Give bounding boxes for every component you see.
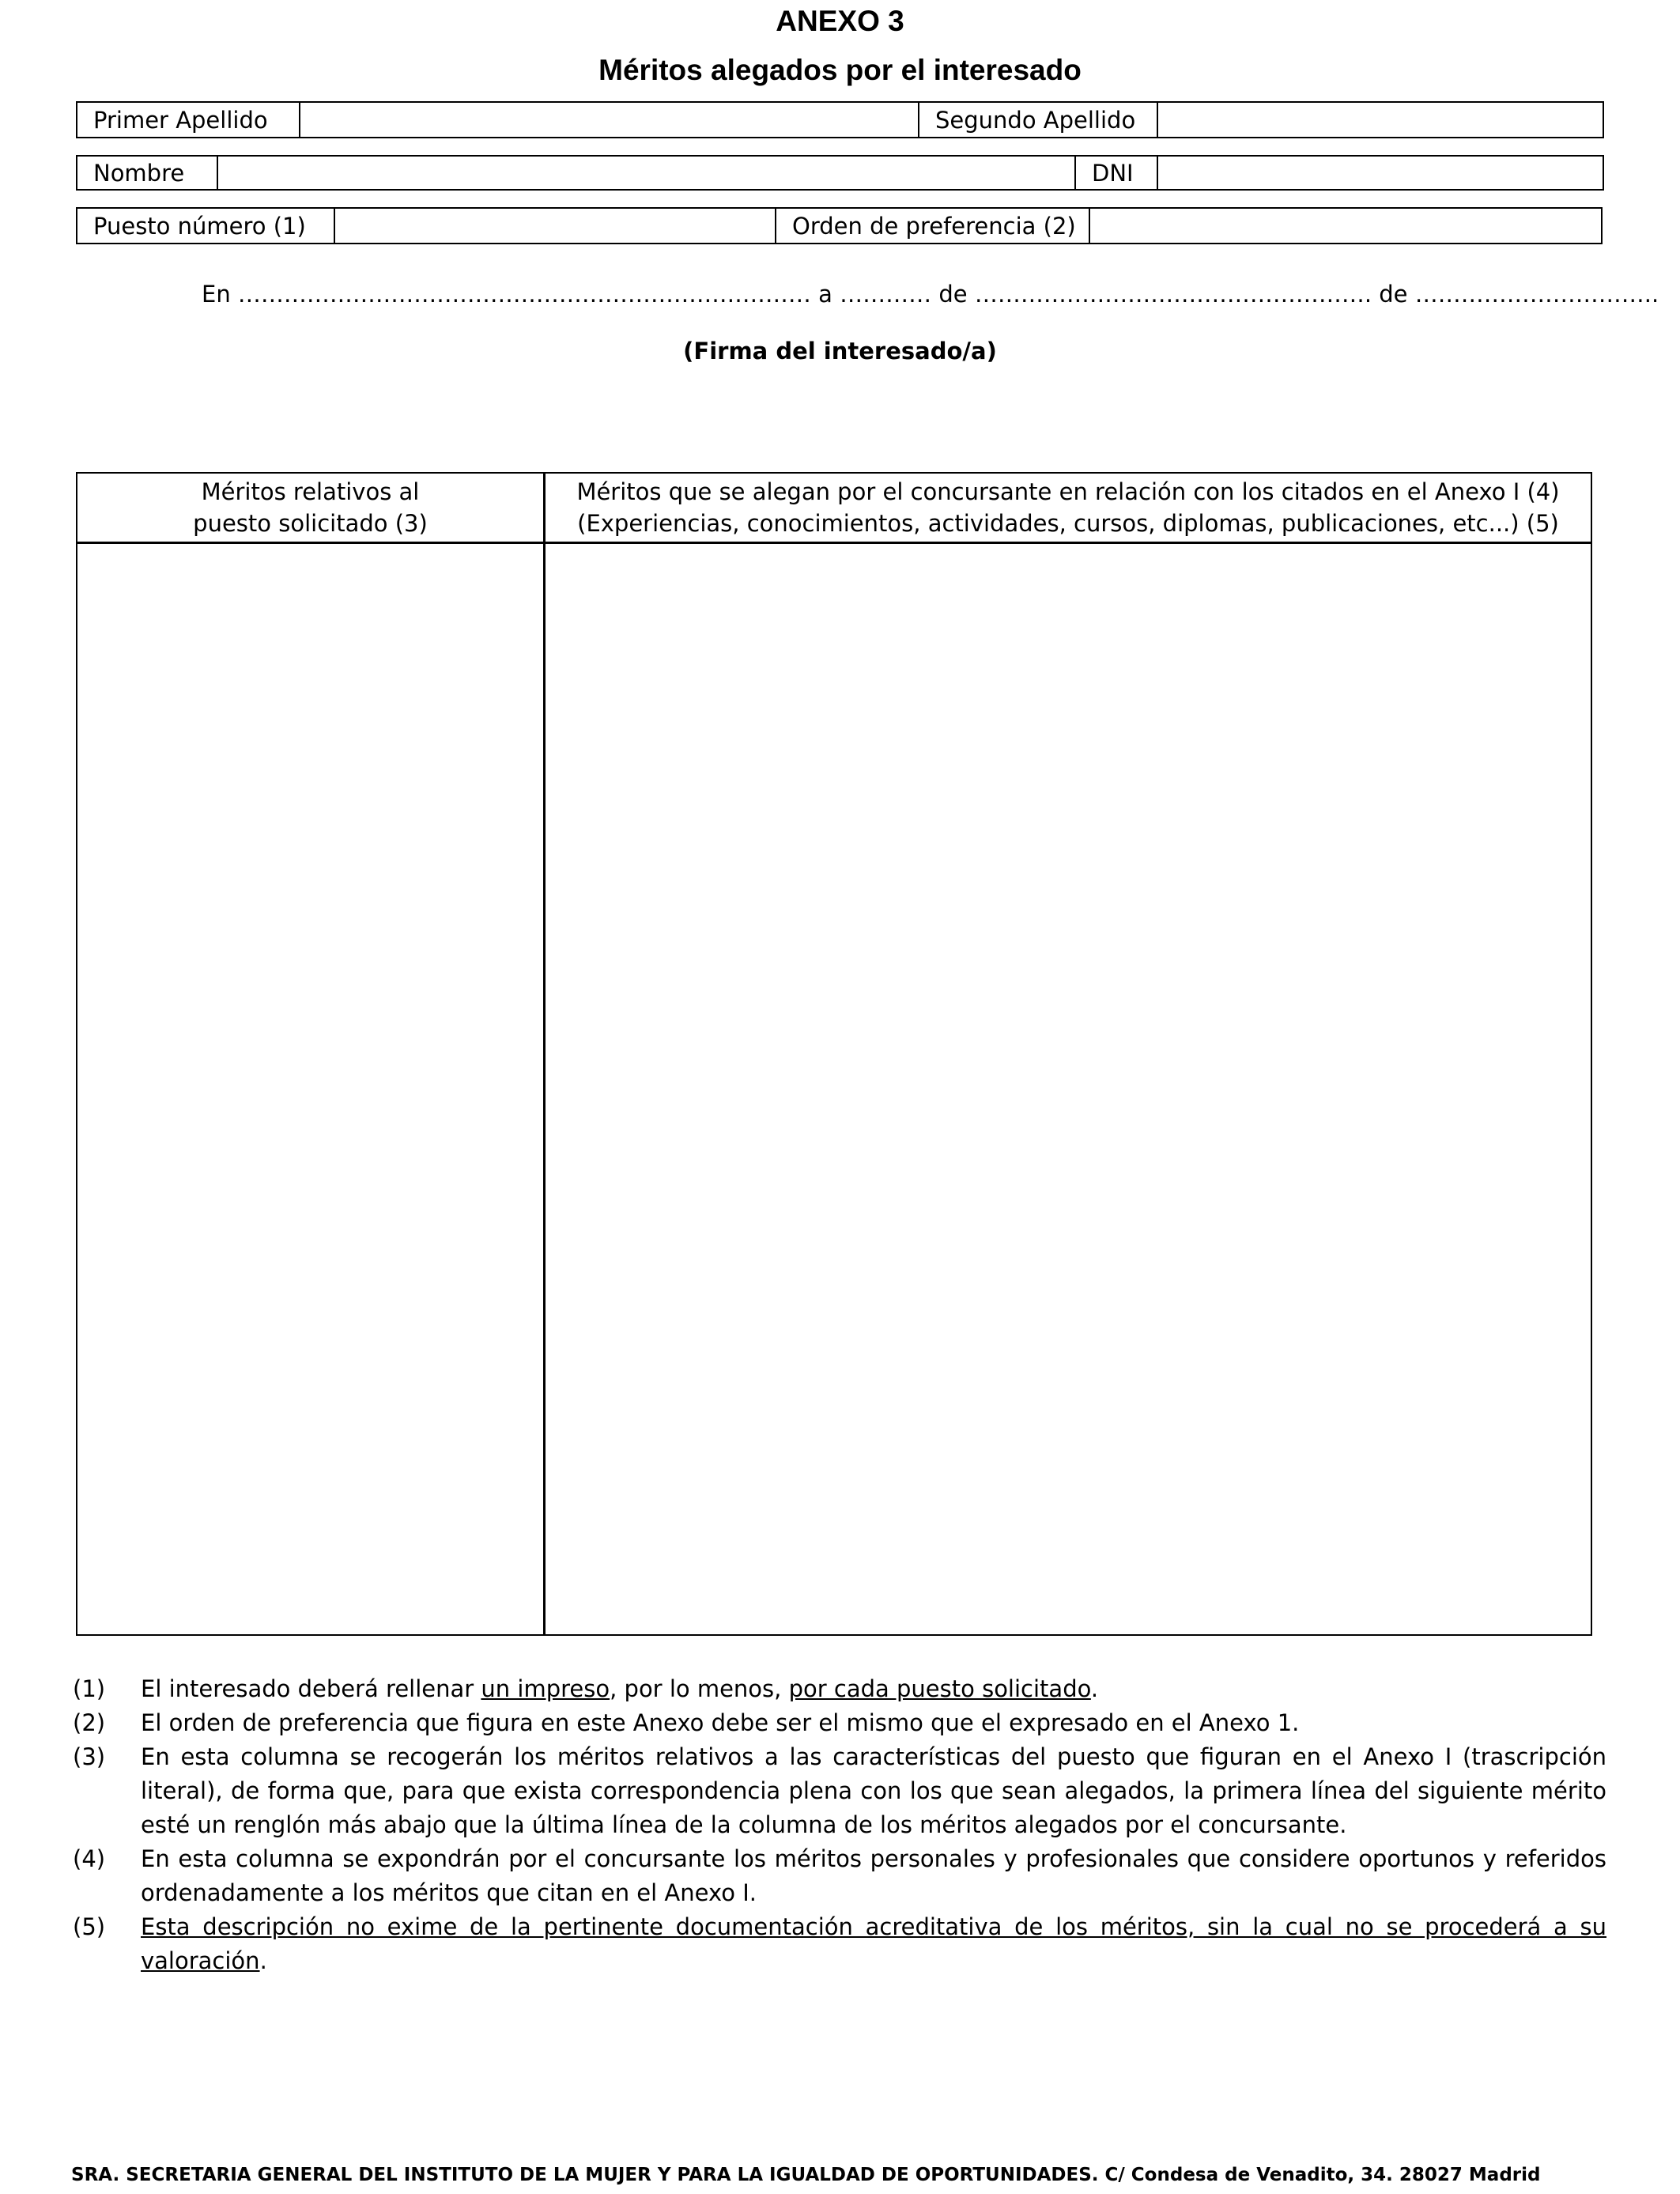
footnote-underlined: un impreso [481,1675,610,1702]
footnote-text: El orden de preferencia que figura en este Anexo debe ser el mismo que el expresado en el Anexo 1. [141,1709,1300,1736]
footnote-1 [73,1672,1606,1706]
footnote-text [141,1672,1606,1706]
merits-position-header [77,474,543,542]
form-subtitle: Méritos alegados por el interesado [598,54,1082,86]
first-surname-label: Primer Apellido [77,103,300,137]
footnote-text-part: El interesado deberá rellenar [141,1675,481,1702]
footnote-text-part: . [1090,1675,1099,1702]
name-row [76,155,1604,191]
footnote-4 [73,1842,1606,1910]
footnote-underlined: por cada puesto solicitado [788,1675,1091,1702]
footnote-2 [73,1706,1606,1740]
first-surname-field[interactable] [300,103,919,137]
footnote-number: (3) [73,1743,106,1770]
preference-order-field[interactable] [1090,209,1601,243]
position-number-label: Puesto número (1) [77,209,335,243]
footnote-text: En esta columna se expondrán por el concursante los méritos personales y profesionales que considere oportunos y referidos ordenadamente a los méritos que citan en el Anexo I. [141,1845,1606,1906]
date-place-line: En ………………………………………………………………… a ………… de ……………………………………………. de ………………………….. [202,281,1659,308]
footnote-number: (1) [73,1675,106,1702]
position-number-field[interactable] [335,209,776,243]
footer-address: SRA. SECRETARIA GENERAL DEL INSTITUTO DE LA MUJER Y PARA LA IGUALDAD DE OPORTUNIDADES. C/ Condesa de Venadito, 34. 28027 Madrid [71,2165,1541,2185]
footnote-text-part: , por lo menos, [610,1675,789,1702]
footnote-text-part: . [259,1947,267,1974]
merits-position-header-line2: puesto solicitado (3) [193,510,428,537]
footnote-number: (2) [73,1709,106,1736]
footnote-text: En esta columna se recogerán los méritos relativos a las características del puesto que figuran en el Anexo I (trascripción literal), de forma que, para que exista correspondencia plena con los que sean alegados, la primera línea del siguiente mérito esté un renglón más abajo que la última línea de la columna de los méritos alegados por el concursante. [141,1743,1606,1838]
footnote-number: (5) [73,1913,106,1940]
footnote-5 [73,1910,1606,1978]
dni-field[interactable] [1158,157,1603,189]
annex-title: ANEXO 3 [776,5,904,37]
second-surname-field[interactable] [1158,103,1603,137]
name-label: Nombre [77,157,218,189]
merits-claimed-header [546,474,1591,542]
position-row [76,207,1603,244]
merits-claimed-cell[interactable] [546,544,1591,1634]
footnotes [73,1672,1606,1978]
merits-position-cell[interactable] [77,544,543,1634]
second-surname-label: Segundo Apellido [919,103,1158,137]
signature-label: (Firma del interesado/a) [683,338,997,364]
merits-position-header-line1: Méritos relativos al [201,478,420,505]
footnote-text [141,1910,1606,1978]
merits-table [76,472,1592,1636]
preference-order-label: Orden de preferencia (2) [776,209,1090,243]
footnote-underlined: Esta descripción no exime de la pertinente documentación acreditativa de los méritos, sin la cual no se procederá a su valoración [141,1913,1606,1974]
merits-claimed-header-line2: (Experiencias, conocimientos, actividades, cursos, diplomas, publicaciones, etc...) (5) [577,510,1559,537]
merits-claimed-header-line1: Méritos que se alegan por el concursante en relación con los citados en el Anexo I (4) [576,478,1560,505]
surnames-row [76,101,1604,138]
footnote-3 [73,1740,1606,1842]
footnote-number: (4) [73,1845,106,1872]
name-field[interactable] [218,157,1076,189]
dni-label: DNI [1076,157,1158,189]
